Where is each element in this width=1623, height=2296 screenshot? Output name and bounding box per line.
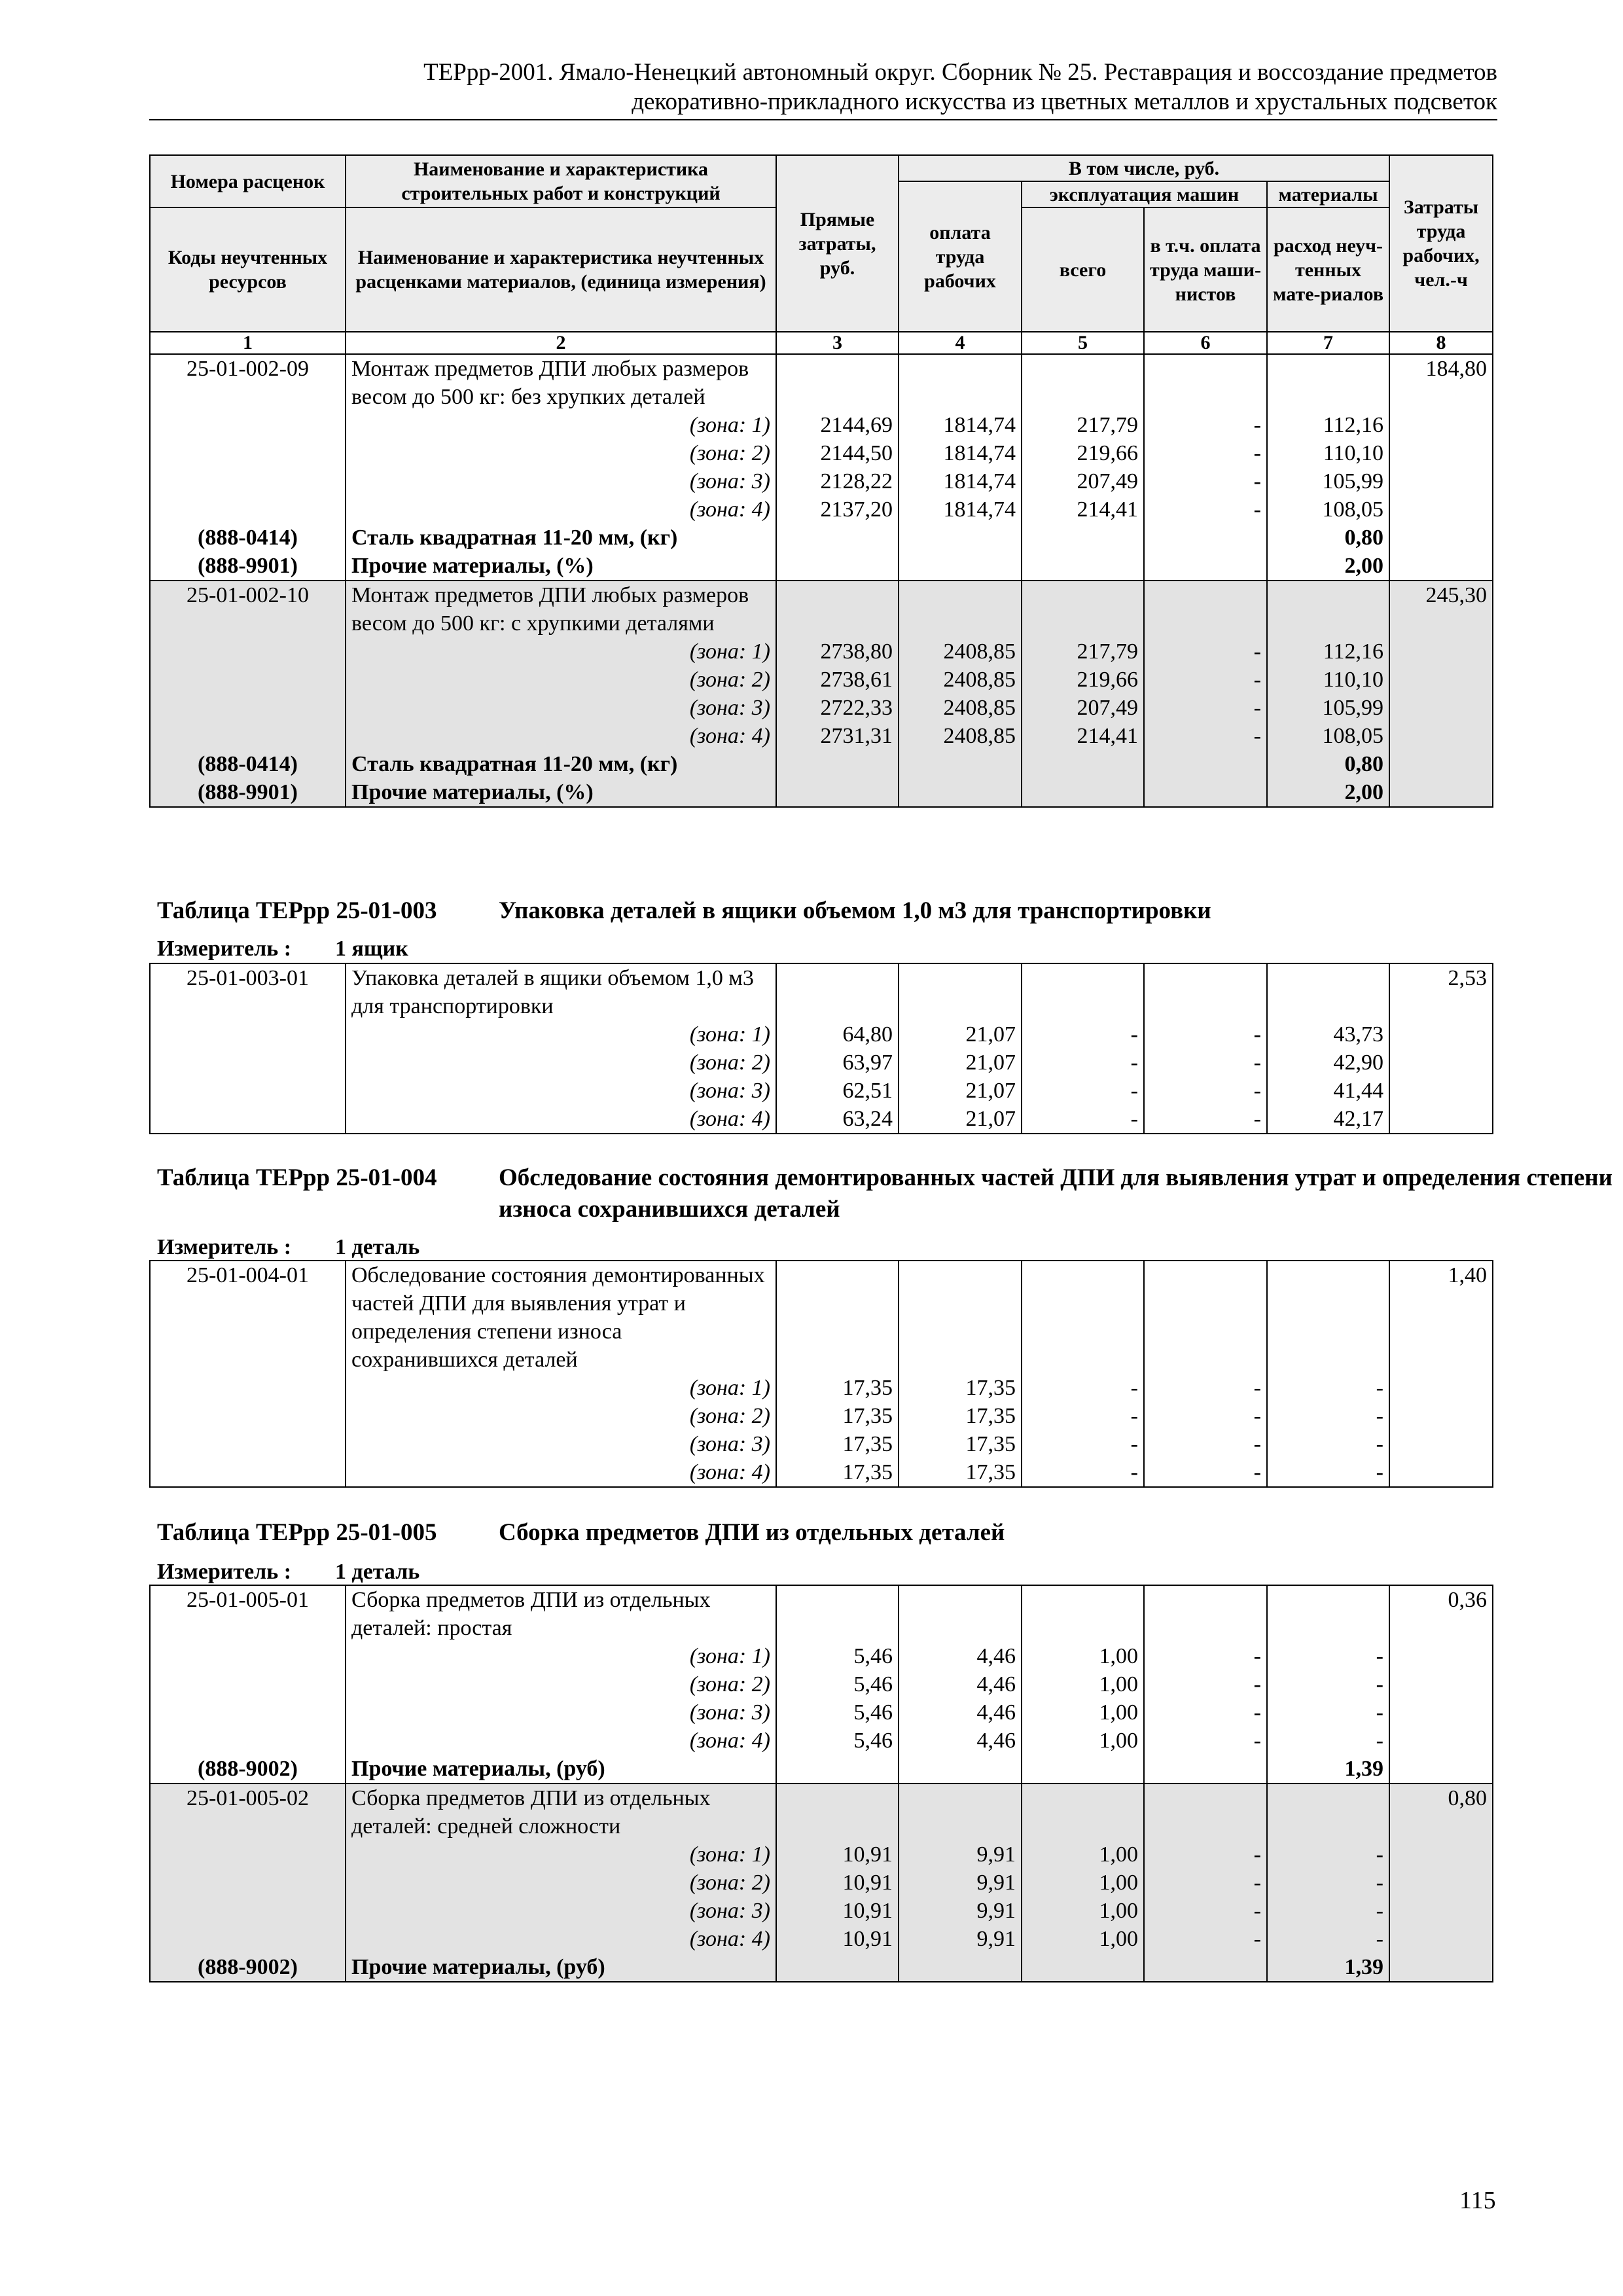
labor-cost: 2,53 <box>1389 963 1493 1020</box>
worker-pay: 21,07 <box>899 1105 1022 1134</box>
rate-code: 25-01-004-01 <box>150 1261 346 1374</box>
zone-label: (зона: 1) <box>346 1020 776 1049</box>
worker-pay: 21,07 <box>899 1020 1022 1049</box>
table-title: Обследование состояния демонтированных частей ДПИ для выявления утрат и определения степени износа сохранившихся деталей <box>499 1164 1613 1223</box>
machine-total: 214,41 <box>1022 495 1144 524</box>
col-materialy: материалы <box>1267 181 1389 207</box>
rate-name: Монтаж предметов ДПИ любых размеров весом до 500 кг: без хрупких деталей <box>346 354 776 411</box>
col-rashod: расход неуч-тенных мате-риалов <box>1267 207 1389 332</box>
measure-value: 1 деталь <box>335 1560 420 1584</box>
col-oplata: оплата труда рабочих <box>899 181 1022 332</box>
col-num-5: 5 <box>1022 332 1144 354</box>
col-naim: Наименование и характеристика строительных работ и конструкций <box>346 155 776 207</box>
labor-cost: 1,40 <box>1389 1261 1493 1374</box>
machinist-pay: - <box>1144 1869 1267 1897</box>
col-ekspl: эксплуатация машин <box>1022 181 1267 207</box>
col-num-7: 7 <box>1267 332 1389 354</box>
resource-code: (888-9901) <box>150 552 346 581</box>
worker-pay: 17,35 <box>899 1374 1022 1402</box>
labor-cost: 0,80 <box>1389 1784 1493 1840</box>
machine-total: 214,41 <box>1022 722 1144 750</box>
direct-cost: 2144,69 <box>776 411 899 439</box>
materials-cost: - <box>1267 1925 1389 1953</box>
machinist-pay: - <box>1144 1458 1267 1487</box>
rate-row-25-01-004-01 <box>150 1261 1493 1487</box>
resource-code: (888-9901) <box>150 778 346 807</box>
machinist-pay: - <box>1144 1727 1267 1755</box>
table-title: Упаковка деталей в ящики объемом 1,0 м3 для транспортировки <box>499 897 1211 924</box>
worker-pay: 2408,85 <box>899 694 1022 722</box>
materials-cost: - <box>1267 1698 1389 1727</box>
worker-pay: 4,46 <box>899 1698 1022 1727</box>
machine-total: - <box>1022 1049 1144 1077</box>
machinist-pay: - <box>1144 1698 1267 1727</box>
table-25-01-002 <box>149 154 1493 808</box>
materials-cost: - <box>1267 1840 1389 1869</box>
materials-cost: - <box>1267 1458 1389 1487</box>
rate-name: Сборка предметов ДПИ из отдельных деталей: простая <box>346 1585 776 1642</box>
materials-cost: - <box>1267 1402 1389 1430</box>
table-title: Сборка предметов ДПИ из отдельных деталей <box>499 1519 1005 1546</box>
running-header <box>149 58 1497 120</box>
materials-cost: - <box>1267 1430 1389 1458</box>
materials-cost: 42,17 <box>1267 1105 1389 1134</box>
rate-row-25-01-003-01 <box>150 963 1493 1134</box>
worker-pay: 21,07 <box>899 1077 1022 1105</box>
machine-total: - <box>1022 1020 1144 1049</box>
worker-pay: 4,46 <box>899 1670 1022 1698</box>
machine-total: - <box>1022 1105 1144 1134</box>
direct-cost: 10,91 <box>776 1925 899 1953</box>
materials-cost: 42,90 <box>1267 1049 1389 1077</box>
machinist-pay: - <box>1144 1374 1267 1402</box>
machinist-pay: - <box>1144 1642 1267 1670</box>
materials-cost: 110,10 <box>1267 666 1389 694</box>
direct-cost: 10,91 <box>776 1869 899 1897</box>
machine-total: - <box>1022 1458 1144 1487</box>
labor-cost: 245,30 <box>1389 581 1493 637</box>
machine-total: 217,79 <box>1022 411 1144 439</box>
direct-cost: 63,24 <box>776 1105 899 1134</box>
materials-cost: - <box>1267 1727 1389 1755</box>
machine-total: 1,00 <box>1022 1642 1144 1670</box>
direct-cost: 2738,80 <box>776 637 899 666</box>
materials-cost: 43,73 <box>1267 1020 1389 1049</box>
page-number: 115 <box>1459 2187 1496 2214</box>
measure-value: 1 ящик <box>335 937 408 961</box>
materials-cost: 112,16 <box>1267 637 1389 666</box>
machinist-pay: - <box>1144 1430 1267 1458</box>
rate-code: 25-01-002-10 <box>150 581 346 637</box>
resource-name: Прочие материалы, (руб) <box>346 1755 776 1784</box>
rate-name: Обследование состояния демонтированных частей ДПИ для выявления утрат и определения степени износа сохранившихся деталей <box>346 1261 776 1374</box>
machine-total: 219,66 <box>1022 439 1144 467</box>
zone-label: (зона: 2) <box>346 1869 776 1897</box>
table-number: Таблица ТЕРрр 25-01-003 <box>157 897 437 924</box>
worker-pay: 2408,85 <box>899 637 1022 666</box>
direct-cost: 5,46 <box>776 1642 899 1670</box>
rate-row-25-01-002-09 <box>150 354 1493 581</box>
worker-pay: 1814,74 <box>899 495 1022 524</box>
worker-pay: 1814,74 <box>899 439 1022 467</box>
machinist-pay: - <box>1144 1670 1267 1698</box>
zone-label: (зона: 4) <box>346 1727 776 1755</box>
direct-cost: 10,91 <box>776 1840 899 1869</box>
materials-cost: - <box>1267 1869 1389 1897</box>
zone-label: (зона: 3) <box>346 1698 776 1727</box>
machinist-pay: - <box>1144 495 1267 524</box>
col-num-3: 3 <box>776 332 899 354</box>
resource-amount: 0,80 <box>1267 524 1389 552</box>
rate-name: Упаковка деталей в ящики объемом 1,0 м3 для транспортировки <box>346 963 776 1020</box>
machine-total: 207,49 <box>1022 694 1144 722</box>
measure-label: Измеритель : <box>157 1235 292 1259</box>
machinist-pay: - <box>1144 666 1267 694</box>
worker-pay: 9,91 <box>899 1840 1022 1869</box>
direct-cost: 2128,22 <box>776 467 899 495</box>
worker-pay: 9,91 <box>899 1897 1022 1925</box>
machinist-pay: - <box>1144 1840 1267 1869</box>
machine-total: 1,00 <box>1022 1869 1144 1897</box>
rate-code: 25-01-005-02 <box>150 1784 346 1840</box>
col-vsego: всего <box>1022 207 1144 332</box>
materials-cost: - <box>1267 1670 1389 1698</box>
worker-pay: 1814,74 <box>899 467 1022 495</box>
resource-name: Прочие материалы, (руб) <box>346 1953 776 1982</box>
worker-pay: 9,91 <box>899 1869 1022 1897</box>
zone-label: (зона: 2) <box>346 666 776 694</box>
resource-name: Сталь квадратная 11-20 мм, (кг) <box>346 524 776 552</box>
machinist-pay: - <box>1144 1402 1267 1430</box>
resource-code: (888-9002) <box>150 1953 346 1982</box>
zone-label: (зона: 3) <box>346 1897 776 1925</box>
materials-cost: 108,05 <box>1267 495 1389 524</box>
col-num-8: 8 <box>1389 332 1493 354</box>
rate-row-25-01-005-01 <box>150 1585 1493 1784</box>
zone-label: (зона: 4) <box>346 722 776 750</box>
materials-cost: - <box>1267 1642 1389 1670</box>
rate-code: 25-01-005-01 <box>150 1585 346 1642</box>
zone-label: (зона: 3) <box>346 467 776 495</box>
machinist-pay: - <box>1144 1897 1267 1925</box>
machine-total: 207,49 <box>1022 467 1144 495</box>
worker-pay: 17,35 <box>899 1458 1022 1487</box>
resource-code: (888-0414) <box>150 524 346 552</box>
zone-label: (зона: 1) <box>346 411 776 439</box>
worker-pay: 2408,85 <box>899 722 1022 750</box>
machine-total: 1,00 <box>1022 1727 1144 1755</box>
rate-code: 25-01-003-01 <box>150 963 346 1020</box>
machinist-pay: - <box>1144 637 1267 666</box>
machinist-pay: - <box>1144 411 1267 439</box>
rate-code: 25-01-002-09 <box>150 354 346 411</box>
table-25-01-005 <box>149 1585 1493 1982</box>
machine-total: 1,00 <box>1022 1897 1144 1925</box>
materials-cost: 110,10 <box>1267 439 1389 467</box>
zone-label: (зона: 1) <box>346 1642 776 1670</box>
machine-total: 1,00 <box>1022 1840 1144 1869</box>
table-number: Таблица ТЕРрр 25-01-004 <box>157 1164 437 1191</box>
machinist-pay: - <box>1144 439 1267 467</box>
direct-cost: 2137,20 <box>776 495 899 524</box>
col-pryamye: Прямые затраты, руб. <box>776 155 899 332</box>
direct-cost: 5,46 <box>776 1727 899 1755</box>
machinist-pay: - <box>1144 722 1267 750</box>
zone-label: (зона: 4) <box>346 1458 776 1487</box>
materials-cost: - <box>1267 1374 1389 1402</box>
worker-pay: 1814,74 <box>899 411 1022 439</box>
resource-amount: 1,39 <box>1267 1755 1389 1784</box>
col-naim2: Наименование и характеристика неучтенных расценками материалов, (единица измерения) <box>346 207 776 332</box>
col-num-1: 1 <box>150 332 346 354</box>
table-25-01-004 <box>149 1260 1493 1488</box>
resource-amount: 2,00 <box>1267 778 1389 807</box>
direct-cost: 2144,50 <box>776 439 899 467</box>
zone-label: (зона: 2) <box>346 1402 776 1430</box>
header-line-1: ТЕРрр-2001. Ямало-Ненецкий автономный округ. Сборник № 25. Реставрация и воссоздание предметов <box>423 59 1497 86</box>
machine-total: 1,00 <box>1022 1698 1144 1727</box>
resource-name: Сталь квадратная 11-20 мм, (кг) <box>346 750 776 778</box>
machinist-pay: - <box>1144 1049 1267 1077</box>
resource-amount: 1,39 <box>1267 1953 1389 1982</box>
col-vtch: в т.ч. оплата труда маши-нистов <box>1144 207 1267 332</box>
direct-cost: 17,35 <box>776 1402 899 1430</box>
zone-label: (зона: 4) <box>346 1925 776 1953</box>
worker-pay: 17,35 <box>899 1402 1022 1430</box>
col-num-6: 6 <box>1144 332 1267 354</box>
worker-pay: 4,46 <box>899 1727 1022 1755</box>
machine-total: 1,00 <box>1022 1670 1144 1698</box>
zone-label: (зона: 4) <box>346 495 776 524</box>
direct-cost: 17,35 <box>776 1430 899 1458</box>
direct-cost: 17,35 <box>776 1374 899 1402</box>
materials-cost: 105,99 <box>1267 467 1389 495</box>
machine-total: 219,66 <box>1022 666 1144 694</box>
materials-cost: 41,44 <box>1267 1077 1389 1105</box>
machine-total: 1,00 <box>1022 1925 1144 1953</box>
direct-cost: 17,35 <box>776 1458 899 1487</box>
machine-total: - <box>1022 1077 1144 1105</box>
machine-total: 217,79 <box>1022 637 1144 666</box>
col-zatraty: Затраты труда рабочих, чел.-ч <box>1389 155 1493 332</box>
rate-name: Сборка предметов ДПИ из отдельных деталей: средней сложности <box>346 1784 776 1840</box>
zone-label: (зона: 2) <box>346 1049 776 1077</box>
machine-total: - <box>1022 1402 1144 1430</box>
machinist-pay: - <box>1144 694 1267 722</box>
materials-cost: 105,99 <box>1267 694 1389 722</box>
direct-cost: 10,91 <box>776 1897 899 1925</box>
worker-pay: 9,91 <box>899 1925 1022 1953</box>
resource-name: Прочие материалы, (%) <box>346 778 776 807</box>
machine-total: - <box>1022 1430 1144 1458</box>
worker-pay: 17,35 <box>899 1430 1022 1458</box>
machinist-pay: - <box>1144 467 1267 495</box>
machine-total: - <box>1022 1374 1144 1402</box>
col-vtom: В том числе, руб. <box>899 155 1389 181</box>
zone-label: (зона: 3) <box>346 1077 776 1105</box>
table-number: Таблица ТЕРрр 25-01-005 <box>157 1519 437 1546</box>
resource-code: (888-0414) <box>150 750 346 778</box>
zone-label: (зона: 3) <box>346 694 776 722</box>
zone-label: (зона: 1) <box>346 1374 776 1402</box>
direct-cost: 62,51 <box>776 1077 899 1105</box>
resource-name: Прочие материалы, (%) <box>346 552 776 581</box>
rate-row-25-01-002-10 <box>150 581 1493 807</box>
zone-label: (зона: 1) <box>346 637 776 666</box>
zone-label: (зона: 3) <box>346 1430 776 1458</box>
materials-cost: 112,16 <box>1267 411 1389 439</box>
machinist-pay: - <box>1144 1077 1267 1105</box>
measure-label: Измеритель : <box>157 1560 292 1584</box>
zone-label: (зона: 4) <box>346 1105 776 1134</box>
zone-label: (зона: 2) <box>346 439 776 467</box>
zone-label: (зона: 2) <box>346 1670 776 1698</box>
direct-cost: 2722,33 <box>776 694 899 722</box>
col-num-4: 4 <box>899 332 1022 354</box>
machinist-pay: - <box>1144 1020 1267 1049</box>
worker-pay: 2408,85 <box>899 666 1022 694</box>
col-kody: Коды неучтенных ресурсов <box>150 207 346 332</box>
resource-amount: 0,80 <box>1267 750 1389 778</box>
direct-cost: 2731,31 <box>776 722 899 750</box>
materials-cost: - <box>1267 1897 1389 1925</box>
measure-value: 1 деталь <box>335 1235 420 1259</box>
header-line-2: декоративно-прикладного искусства из цветных металлов и хрустальных подсветок <box>632 88 1497 115</box>
labor-cost: 0,36 <box>1389 1585 1493 1642</box>
machinist-pay: - <box>1144 1925 1267 1953</box>
machinist-pay: - <box>1144 1105 1267 1134</box>
materials-cost: 108,05 <box>1267 722 1389 750</box>
rate-name: Монтаж предметов ДПИ любых размеров весом до 500 кг: с хрупкими деталями <box>346 581 776 637</box>
direct-cost: 5,46 <box>776 1698 899 1727</box>
zone-label: (зона: 1) <box>346 1840 776 1869</box>
worker-pay: 21,07 <box>899 1049 1022 1077</box>
direct-cost: 63,97 <box>776 1049 899 1077</box>
direct-cost: 5,46 <box>776 1670 899 1698</box>
labor-cost: 184,80 <box>1389 354 1493 411</box>
resource-code: (888-9002) <box>150 1755 346 1784</box>
rate-row-25-01-005-02 <box>150 1784 1493 1982</box>
col-nomera: Номера расценок <box>150 155 346 207</box>
direct-cost: 64,80 <box>776 1020 899 1049</box>
col-num-2: 2 <box>346 332 776 354</box>
resource-amount: 2,00 <box>1267 552 1389 581</box>
measure-label: Измеритель : <box>157 937 292 961</box>
direct-cost: 2738,61 <box>776 666 899 694</box>
worker-pay: 4,46 <box>899 1642 1022 1670</box>
table-25-01-003 <box>149 963 1493 1134</box>
